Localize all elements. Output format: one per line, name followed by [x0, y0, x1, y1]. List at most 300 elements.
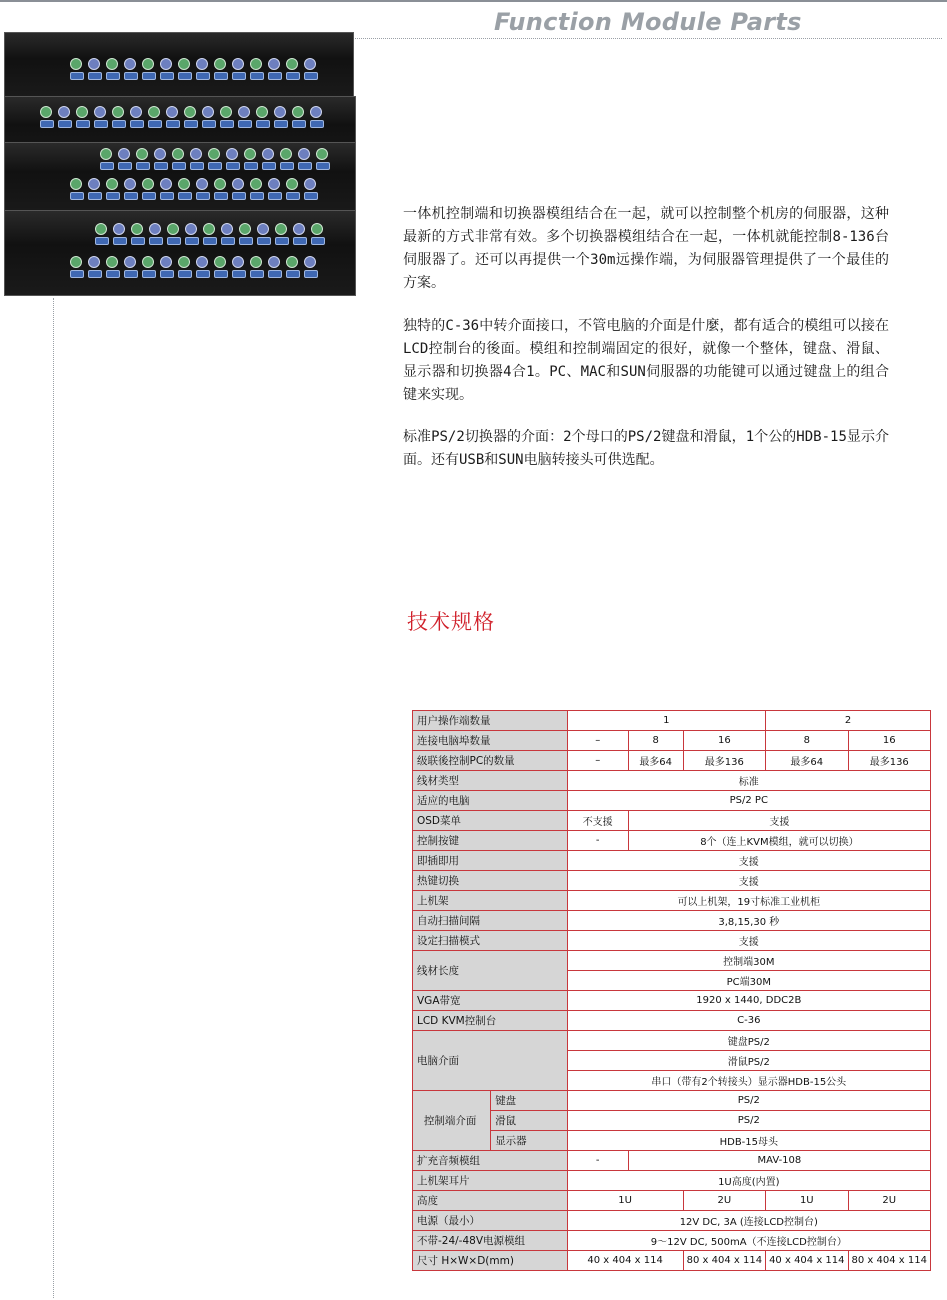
row-label: LCD KVM控制台	[413, 1011, 568, 1031]
port-group	[154, 148, 168, 174]
cell: 9～12V DC, 500mA（不连接LCD控制台）	[567, 1231, 930, 1251]
ps2-port-icon	[58, 106, 70, 118]
cell: C-36	[567, 1011, 930, 1031]
ps2-port-icon	[106, 178, 118, 190]
vga-port-icon	[106, 270, 120, 278]
table-row	[413, 1111, 931, 1131]
vga-port-icon	[250, 72, 264, 80]
cell: 8个（连上KVM模组，就可以切换）	[628, 831, 930, 851]
vga-port-icon	[160, 192, 174, 200]
vga-port-icon	[112, 120, 126, 128]
vga-port-icon	[100, 162, 114, 170]
cell: 16	[848, 731, 930, 751]
ps2-port-icon	[286, 178, 298, 190]
ps2-port-icon	[70, 178, 82, 190]
vga-port-icon	[178, 72, 192, 80]
cell: MAV-108	[628, 1151, 930, 1171]
ps2-port-icon	[286, 58, 298, 70]
cell: -	[567, 1151, 628, 1171]
left-dotted-rule	[53, 298, 54, 1298]
vga-port-icon	[190, 162, 204, 170]
sub-label: 键盘	[491, 1091, 567, 1111]
vga-port-icon	[304, 270, 318, 278]
port-group	[185, 223, 199, 249]
vga-port-icon	[257, 237, 271, 245]
vga-port-icon	[106, 192, 120, 200]
cell: PS/2	[567, 1111, 930, 1131]
ps2-port-icon	[172, 148, 184, 160]
vga-port-icon	[88, 72, 102, 80]
vga-port-icon	[124, 270, 138, 278]
table-row	[413, 1231, 931, 1251]
ps2-paragraph: 标准PS/2切换器的介面：2个母口的PS/2键盘和滑鼠，1个公的HDB-15显示介面。还有USB和SUN电脑转接头可供选配。	[403, 429, 889, 468]
vga-port-icon	[304, 72, 318, 80]
ps2-port-icon	[190, 148, 202, 160]
vga-port-icon	[149, 237, 163, 245]
table-row	[413, 1171, 931, 1191]
port-group	[232, 58, 246, 84]
vga-port-icon	[304, 192, 318, 200]
ps2-port-icon	[226, 148, 238, 160]
page-section-title: Function Module Parts	[494, 8, 802, 36]
cell: 8	[766, 731, 848, 751]
ps2-port-icon	[262, 148, 274, 160]
port-group	[130, 106, 144, 132]
port-group	[311, 223, 325, 249]
port-group	[202, 106, 216, 132]
ps2-port-icon	[311, 223, 323, 235]
port-group	[184, 106, 198, 132]
cell: 1U	[567, 1191, 683, 1211]
vga-port-icon	[167, 237, 181, 245]
port-group	[88, 58, 102, 84]
port-group	[142, 178, 156, 204]
ps2-port-icon	[136, 148, 148, 160]
vga-port-icon	[275, 237, 289, 245]
vga-port-icon	[268, 270, 282, 278]
vga-port-icon	[268, 72, 282, 80]
ps2-port-icon	[70, 58, 82, 70]
vga-port-icon	[130, 120, 144, 128]
port-group	[196, 256, 210, 282]
vga-port-icon	[280, 162, 294, 170]
port-group	[106, 178, 120, 204]
port-group	[124, 58, 138, 84]
cell: 最多64	[628, 751, 683, 771]
vga-port-icon	[76, 120, 90, 128]
cell: 支援	[567, 851, 930, 871]
port-group	[298, 148, 312, 174]
port-group	[167, 223, 181, 249]
ps2-port-icon	[160, 178, 172, 190]
port-group	[94, 106, 108, 132]
ps2-port-icon	[196, 58, 208, 70]
port-group	[256, 106, 270, 132]
vga-port-icon	[113, 237, 127, 245]
port-group	[232, 256, 246, 282]
ps2-port-icon	[178, 58, 190, 70]
port-group	[112, 106, 126, 132]
table-row	[413, 991, 931, 1011]
cell: 2U	[848, 1191, 930, 1211]
vga-port-icon	[166, 120, 180, 128]
ps2-port-icon	[293, 223, 305, 235]
ps2-port-icon	[232, 58, 244, 70]
table-row	[413, 871, 931, 891]
port-group	[149, 223, 163, 249]
vga-port-icon	[250, 192, 264, 200]
spec-table	[412, 710, 931, 1271]
port-group	[88, 256, 102, 282]
ps2-port-icon	[149, 223, 161, 235]
cell: PC端30M	[567, 971, 930, 991]
ps2-port-icon	[214, 178, 226, 190]
interface-paragraph: 独特的C-36中转介面接口，不管电脑的介面是什麼，都有适合的模组可以接在LCD控制台的後面。模组和控制端固定的很好，就像一个整体，键盘、滑鼠、显示器和切换器4合1。PC、MAC和SUN伺服器的功能键可以通过键盘上的组合键来实现。	[403, 318, 889, 403]
port-group	[190, 148, 204, 174]
vga-port-icon	[232, 270, 246, 278]
ps2-port-icon	[185, 223, 197, 235]
row-label: 自动扫描间隔	[413, 911, 568, 931]
port-group	[244, 148, 258, 174]
vga-port-icon	[94, 120, 108, 128]
cell: 滑鼠PS/2	[567, 1051, 930, 1071]
port-group	[118, 148, 132, 174]
cell: 1	[567, 711, 765, 731]
port-group	[131, 223, 145, 249]
table-row	[413, 1011, 931, 1031]
cell: 最多136	[848, 751, 930, 771]
port-group	[304, 256, 318, 282]
cell: -	[567, 831, 628, 851]
port-group	[257, 223, 271, 249]
ps2-port-icon	[292, 106, 304, 118]
port-group	[286, 178, 300, 204]
vga-port-icon	[124, 192, 138, 200]
vga-port-icon	[160, 270, 174, 278]
row-label: 电源（最小）	[413, 1211, 568, 1231]
vga-port-icon	[70, 270, 84, 278]
row-label: 上机架耳片	[413, 1171, 568, 1191]
cell: PS/2 PC	[567, 791, 930, 811]
cell: 2	[766, 711, 931, 731]
port-group	[286, 58, 300, 84]
cell: 40 x 404 x 114	[766, 1251, 848, 1271]
ps2-port-icon	[88, 58, 100, 70]
ps2-port-icon	[167, 223, 179, 235]
top-rule	[0, 0, 947, 2]
vga-port-icon	[196, 192, 210, 200]
table-row	[413, 811, 931, 831]
port-group	[208, 148, 222, 174]
vga-port-icon	[142, 72, 156, 80]
sub-label: 滑鼠	[491, 1111, 567, 1131]
row-label: 连接电脑埠数量	[413, 731, 568, 751]
port-group	[280, 148, 294, 174]
port-group	[316, 148, 330, 174]
port-group	[70, 178, 84, 204]
ps2-port-icon	[142, 256, 154, 268]
port-group	[100, 148, 114, 174]
ps2-port-icon	[166, 106, 178, 118]
vga-port-icon	[232, 192, 246, 200]
vga-port-icon	[286, 192, 300, 200]
vga-port-icon	[239, 237, 253, 245]
cell: 串口（带有2个转接头）显示器HDB-15公头	[567, 1071, 930, 1091]
port-group	[250, 256, 264, 282]
vga-port-icon	[88, 270, 102, 278]
vga-port-icon	[244, 162, 258, 170]
port-group	[221, 223, 235, 249]
table-row	[413, 891, 931, 911]
ps2-port-icon	[220, 106, 232, 118]
table-row	[413, 831, 931, 851]
vga-port-icon	[310, 120, 324, 128]
ps2-port-icon	[232, 256, 244, 268]
row-label: VGA带宽	[413, 991, 568, 1011]
vga-port-icon	[185, 237, 199, 245]
cell: 1U高度(内置)	[567, 1171, 930, 1191]
row-label: 设定扫描模式	[413, 931, 568, 951]
ps2-port-icon	[203, 223, 215, 235]
port-group	[226, 148, 240, 174]
ps2-port-icon	[196, 256, 208, 268]
vga-port-icon	[214, 192, 228, 200]
vga-port-icon	[286, 270, 300, 278]
port-group	[136, 148, 150, 174]
port-group	[239, 223, 253, 249]
row-label: OSD菜单	[413, 811, 568, 831]
port-group	[142, 58, 156, 84]
cell: PS/2	[567, 1091, 930, 1111]
cell: 12V DC, 3A (连接LCD控制台)	[567, 1211, 930, 1231]
ps2-port-icon	[106, 58, 118, 70]
port-group	[196, 58, 210, 84]
vga-port-icon	[226, 162, 240, 170]
vga-port-icon	[160, 72, 174, 80]
ps2-port-icon	[239, 223, 251, 235]
spec-title: 技术规格	[407, 610, 495, 634]
ps2-port-icon	[244, 148, 256, 160]
cell: 2U	[683, 1191, 765, 1211]
vga-port-icon	[298, 162, 312, 170]
port-group	[203, 223, 217, 249]
ps2-port-icon	[160, 58, 172, 70]
ps2-port-icon	[94, 106, 106, 118]
ps2-port-icon	[256, 106, 268, 118]
row-label: 上机架	[413, 891, 568, 911]
intro-paragraph: 一体机控制端和切换器模组结合在一起，就可以控制整个机房的伺服器，这种最新的方式非常有效。多个切换器模组结合在一起，一体机就能控制8-136台伺服器了。还可以再提供一个30m远操作端，为伺服器管理提供了一个最佳的方案。	[403, 206, 889, 291]
port-group	[160, 256, 174, 282]
cell: 40 x 404 x 114	[567, 1251, 683, 1271]
table-row	[413, 1211, 931, 1231]
port-group	[58, 106, 72, 132]
row-label: 控制按键	[413, 831, 568, 851]
port-group	[148, 106, 162, 132]
port-row	[70, 256, 318, 282]
row-label: 控制端介面	[413, 1091, 491, 1151]
ps2-port-icon	[95, 223, 107, 235]
port-group	[88, 178, 102, 204]
cell: 1U	[766, 1191, 848, 1211]
ps2-port-icon	[130, 106, 142, 118]
vga-port-icon	[136, 162, 150, 170]
port-group	[70, 58, 84, 84]
header-dotted-rule	[352, 38, 942, 39]
ps2-port-icon	[304, 178, 316, 190]
port-group	[172, 148, 186, 174]
cell: 支援	[567, 871, 930, 891]
port-group	[178, 256, 192, 282]
port-row	[70, 178, 318, 204]
port-group	[70, 256, 84, 282]
table-row	[413, 731, 931, 751]
ps2-port-icon	[124, 58, 136, 70]
cell: 标准	[567, 771, 930, 791]
vga-port-icon	[178, 192, 192, 200]
sub-label: 显示器	[491, 1131, 567, 1151]
port-group	[268, 178, 282, 204]
port-group	[178, 178, 192, 204]
ps2-port-icon	[112, 106, 124, 118]
ps2-port-icon	[100, 148, 112, 160]
port-group	[292, 106, 306, 132]
vga-port-icon	[131, 237, 145, 245]
ps2-port-icon	[131, 223, 143, 235]
vga-port-icon	[142, 192, 156, 200]
row-label: 电脑介面	[413, 1031, 568, 1091]
port-group	[106, 58, 120, 84]
vga-port-icon	[274, 120, 288, 128]
row-label: 线材长度	[413, 951, 568, 991]
ps2-port-icon	[124, 256, 136, 268]
vga-port-icon	[95, 237, 109, 245]
vga-port-icon	[311, 237, 325, 245]
vga-port-icon	[316, 162, 330, 170]
ps2-port-icon	[250, 256, 262, 268]
cell: 16	[683, 731, 765, 751]
ps2-port-icon	[142, 178, 154, 190]
table-row	[413, 931, 931, 951]
ps2-port-icon	[304, 256, 316, 268]
row-label: 高度	[413, 1191, 568, 1211]
ps2-port-icon	[214, 256, 226, 268]
ps2-port-icon	[70, 256, 82, 268]
cell: 不支援	[567, 811, 628, 831]
vga-port-icon	[208, 162, 222, 170]
table-row	[413, 1251, 931, 1271]
port-group	[76, 106, 90, 132]
vga-port-icon	[148, 120, 162, 128]
ps2-port-icon	[316, 148, 328, 160]
cell: –	[567, 731, 628, 751]
ps2-port-icon	[257, 223, 269, 235]
row-label: 用户操作端数量	[413, 711, 568, 731]
vga-port-icon	[220, 120, 234, 128]
cell: 可以上机架，19寸标准工业机柜	[567, 891, 930, 911]
ps2-port-icon	[221, 223, 233, 235]
port-group	[268, 58, 282, 84]
ps2-port-icon	[178, 256, 190, 268]
row-label: 即插即用	[413, 851, 568, 871]
port-group	[304, 178, 318, 204]
vga-port-icon	[70, 72, 84, 80]
port-row	[100, 148, 330, 174]
port-group	[142, 256, 156, 282]
port-group	[214, 58, 228, 84]
vga-port-icon	[124, 72, 138, 80]
port-group	[166, 106, 180, 132]
row-label: 热键切换	[413, 871, 568, 891]
port-group	[40, 106, 54, 132]
port-group	[160, 178, 174, 204]
ps2-port-icon	[280, 148, 292, 160]
cell: 控制端30M	[567, 951, 930, 971]
table-row	[413, 791, 931, 811]
ps2-port-icon	[304, 58, 316, 70]
port-group	[124, 256, 138, 282]
cell: 支援	[567, 931, 930, 951]
product-photo	[0, 28, 356, 300]
port-group	[178, 58, 192, 84]
vga-port-icon	[292, 120, 306, 128]
vga-port-icon	[232, 72, 246, 80]
row-label: 不带-24/-48V电源模组	[413, 1231, 568, 1251]
ps2-port-icon	[178, 178, 190, 190]
ps2-port-icon	[202, 106, 214, 118]
vga-port-icon	[154, 162, 168, 170]
cell: –	[567, 751, 628, 771]
vga-port-icon	[178, 270, 192, 278]
port-group	[286, 256, 300, 282]
ps2-port-icon	[268, 256, 280, 268]
ps2-port-icon	[184, 106, 196, 118]
table-row	[413, 1151, 931, 1171]
table-row	[413, 911, 931, 931]
row-label: 线材类型	[413, 771, 568, 791]
port-group	[214, 256, 228, 282]
ps2-port-icon	[286, 256, 298, 268]
port-row	[40, 106, 324, 132]
cell: 80 x 404 x 114	[683, 1251, 765, 1271]
port-group	[250, 58, 264, 84]
ps2-port-icon	[232, 178, 244, 190]
cell: 8	[628, 731, 683, 751]
cell: 80 x 404 x 114	[848, 1251, 930, 1271]
table-row	[413, 1191, 931, 1211]
row-label: 扩充音频模组	[413, 1151, 568, 1171]
vga-port-icon	[184, 120, 198, 128]
vga-port-icon	[268, 192, 282, 200]
ps2-port-icon	[118, 148, 130, 160]
vga-port-icon	[118, 162, 132, 170]
ps2-port-icon	[154, 148, 166, 160]
ps2-port-icon	[88, 178, 100, 190]
port-group	[275, 223, 289, 249]
port-group	[196, 178, 210, 204]
port-row	[70, 58, 318, 84]
port-row	[95, 223, 325, 249]
ps2-port-icon	[40, 106, 52, 118]
vga-port-icon	[250, 270, 264, 278]
ps2-port-icon	[238, 106, 250, 118]
ps2-port-icon	[268, 58, 280, 70]
ps2-port-icon	[274, 106, 286, 118]
ps2-port-icon	[124, 178, 136, 190]
ps2-port-icon	[142, 58, 154, 70]
port-group	[160, 58, 174, 84]
table-row	[413, 1091, 931, 1111]
port-group	[232, 178, 246, 204]
